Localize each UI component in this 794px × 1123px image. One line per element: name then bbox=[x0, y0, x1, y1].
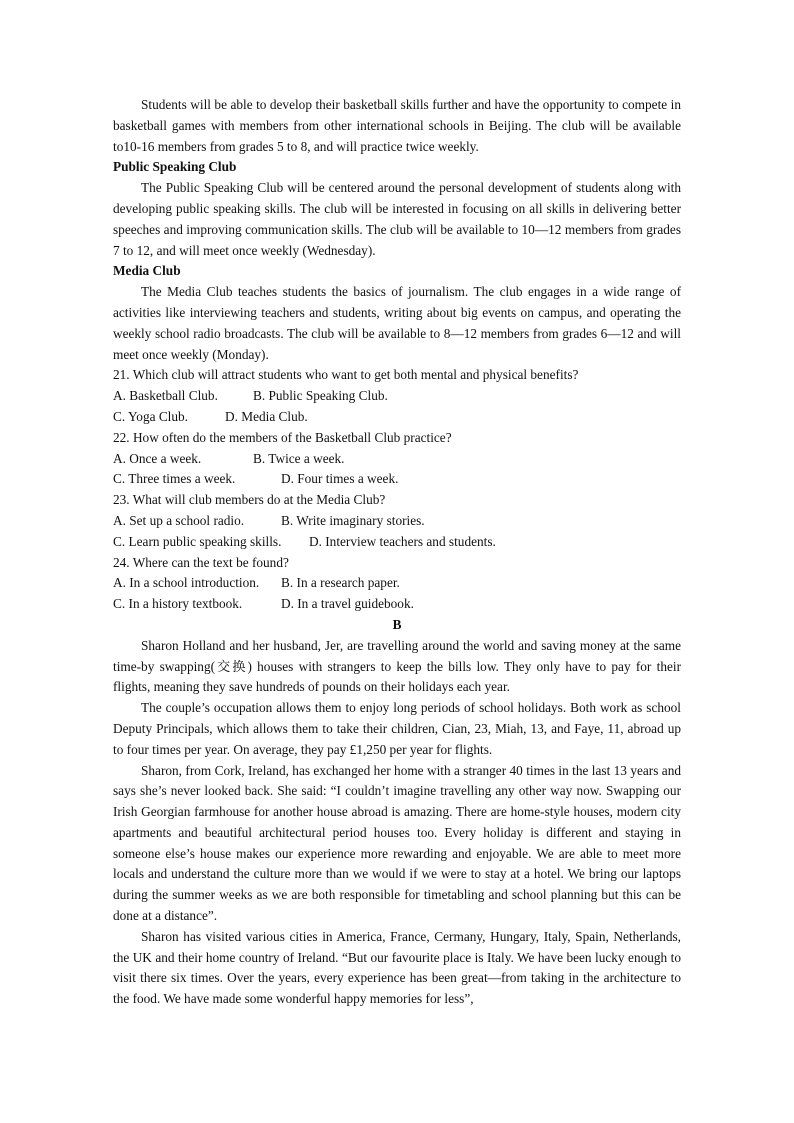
option-d: D. In a travel guidebook. bbox=[281, 596, 414, 612]
option-row bbox=[113, 573, 681, 594]
option-a: A. In a school introduction. bbox=[113, 575, 260, 591]
question-21 bbox=[113, 365, 681, 427]
option-a: A. Set up a school radio. bbox=[113, 512, 245, 528]
question-stem: 24. Where can the text be found? bbox=[113, 554, 289, 570]
option-b: B. Twice a week. bbox=[253, 450, 345, 466]
option-row bbox=[113, 407, 681, 428]
basketball-paragraph: Students will be able to develop their basketball skills further and have the opportunity to compete in basketball games with members from other international schools in Beijing. The club will be available to10-16 members from grades 5 to 8, and will practice twice weekly. bbox=[113, 97, 681, 154]
media-club-paragraph: The Media Club teaches students the basics of journalism. The club engages in a wide range of activities like interviewing teachers and students, writing about big events on campus, and operating the weekly school radio broadcasts. The club will be available to 8—12 members from grades 6—12 and will meet once weekly (Monday). bbox=[113, 284, 681, 362]
option-d: D. Media Club. bbox=[225, 408, 308, 424]
option-d: D. Interview teachers and students. bbox=[309, 533, 496, 549]
option-d: D. Four times a week. bbox=[281, 471, 399, 487]
option-b: B. In a research paper. bbox=[281, 575, 400, 591]
option-c: C. Learn public speaking skills. bbox=[113, 533, 282, 549]
question-stem: 21. Which club will attract students who want to get both mental and physical benefits? bbox=[113, 367, 579, 383]
section-b-paragraph: Sharon has visited various cities in America, France, Cermany, Hungary, Italy, Spain, Netherlands, the UK and their home country of Ireland. “But our favourite place is Italy. We have been lucky enough to visit there six times. Over the years, every experience has been great—from taking in the architecture to the food. We have made some wonderful happy memories for less”, bbox=[113, 928, 681, 1007]
option-b: B. Public Speaking Club. bbox=[253, 388, 388, 404]
option-row bbox=[113, 386, 681, 407]
option-c: C. In a history textbook. bbox=[113, 596, 243, 612]
option-row bbox=[113, 469, 681, 490]
option-b: B. Write imaginary stories. bbox=[281, 512, 425, 528]
option-c: C. Yoga Club. bbox=[113, 408, 189, 424]
option-a: A. Once a week. bbox=[113, 450, 202, 466]
section-b-paragraph: The couple’s occupation allows them to enjoy long periods of school holidays. Both work as school Deputy Principals, which allows them to take their children, Cian, 23, Miah, 13, and Faye, 11, abroad up to four times per year. On average, they pay £1,250 per year for flights. bbox=[113, 700, 681, 757]
media-club-heading: Media Club bbox=[113, 263, 181, 279]
public-speaking-paragraph: The Public Speaking Club will be centered around the personal development of students along with developing public speaking skills. The club will be interested in focusing on all skills in delivering better speeches and improving communication skills. The club will be available to 10—12 members from grades 7 to 12, and will meet once weekly (Wednesday). bbox=[113, 180, 681, 258]
public-speaking-heading: Public Speaking Club bbox=[113, 159, 237, 175]
section-b-paragraph: Sharon Holland and her husband, Jer, are travelling around the world and saving money at the same time-by swapping(交换) houses with strangers to keep the bills low. They only have to pay for their flights, meaning they save hundreds of pounds on their holidays each year. bbox=[113, 637, 681, 695]
question-24 bbox=[113, 553, 681, 615]
document-page bbox=[113, 95, 681, 1010]
question-stem: 23. What will club members do at the Media Club? bbox=[113, 492, 386, 508]
option-row bbox=[113, 532, 681, 553]
option-row bbox=[113, 594, 681, 615]
option-a: A. Basketball Club. bbox=[113, 388, 218, 404]
option-row bbox=[113, 449, 681, 470]
option-c: C. Three times a week. bbox=[113, 471, 236, 487]
option-row bbox=[113, 511, 681, 532]
question-22 bbox=[113, 428, 681, 490]
section-b-paragraph: Sharon, from Cork, Ireland, has exchanged her home with a stranger 40 times in the last 13 years and says she’s never looked back. She said: “I couldn’t imagine travelling any other way now. Swapping our Irish Georgian farmhouse for another house abroad is amazing. There are home-style houses, modern city apartments and beautiful architectural period houses too. Every holiday is different and staying in someone else’s house makes our experience more rewarding and enjoyable. We are able to meet more locals and understand the culture more than we would if we were to stay at a hotel. We bring our laptops during the summer weeks as we are both responsible for timetabling and school planning but this can be done at a distance”. bbox=[113, 762, 681, 924]
question-23 bbox=[113, 490, 681, 552]
question-stem: 22. How often do the members of the Basketball Club practice? bbox=[113, 429, 452, 445]
section-b-label: B bbox=[392, 616, 402, 632]
